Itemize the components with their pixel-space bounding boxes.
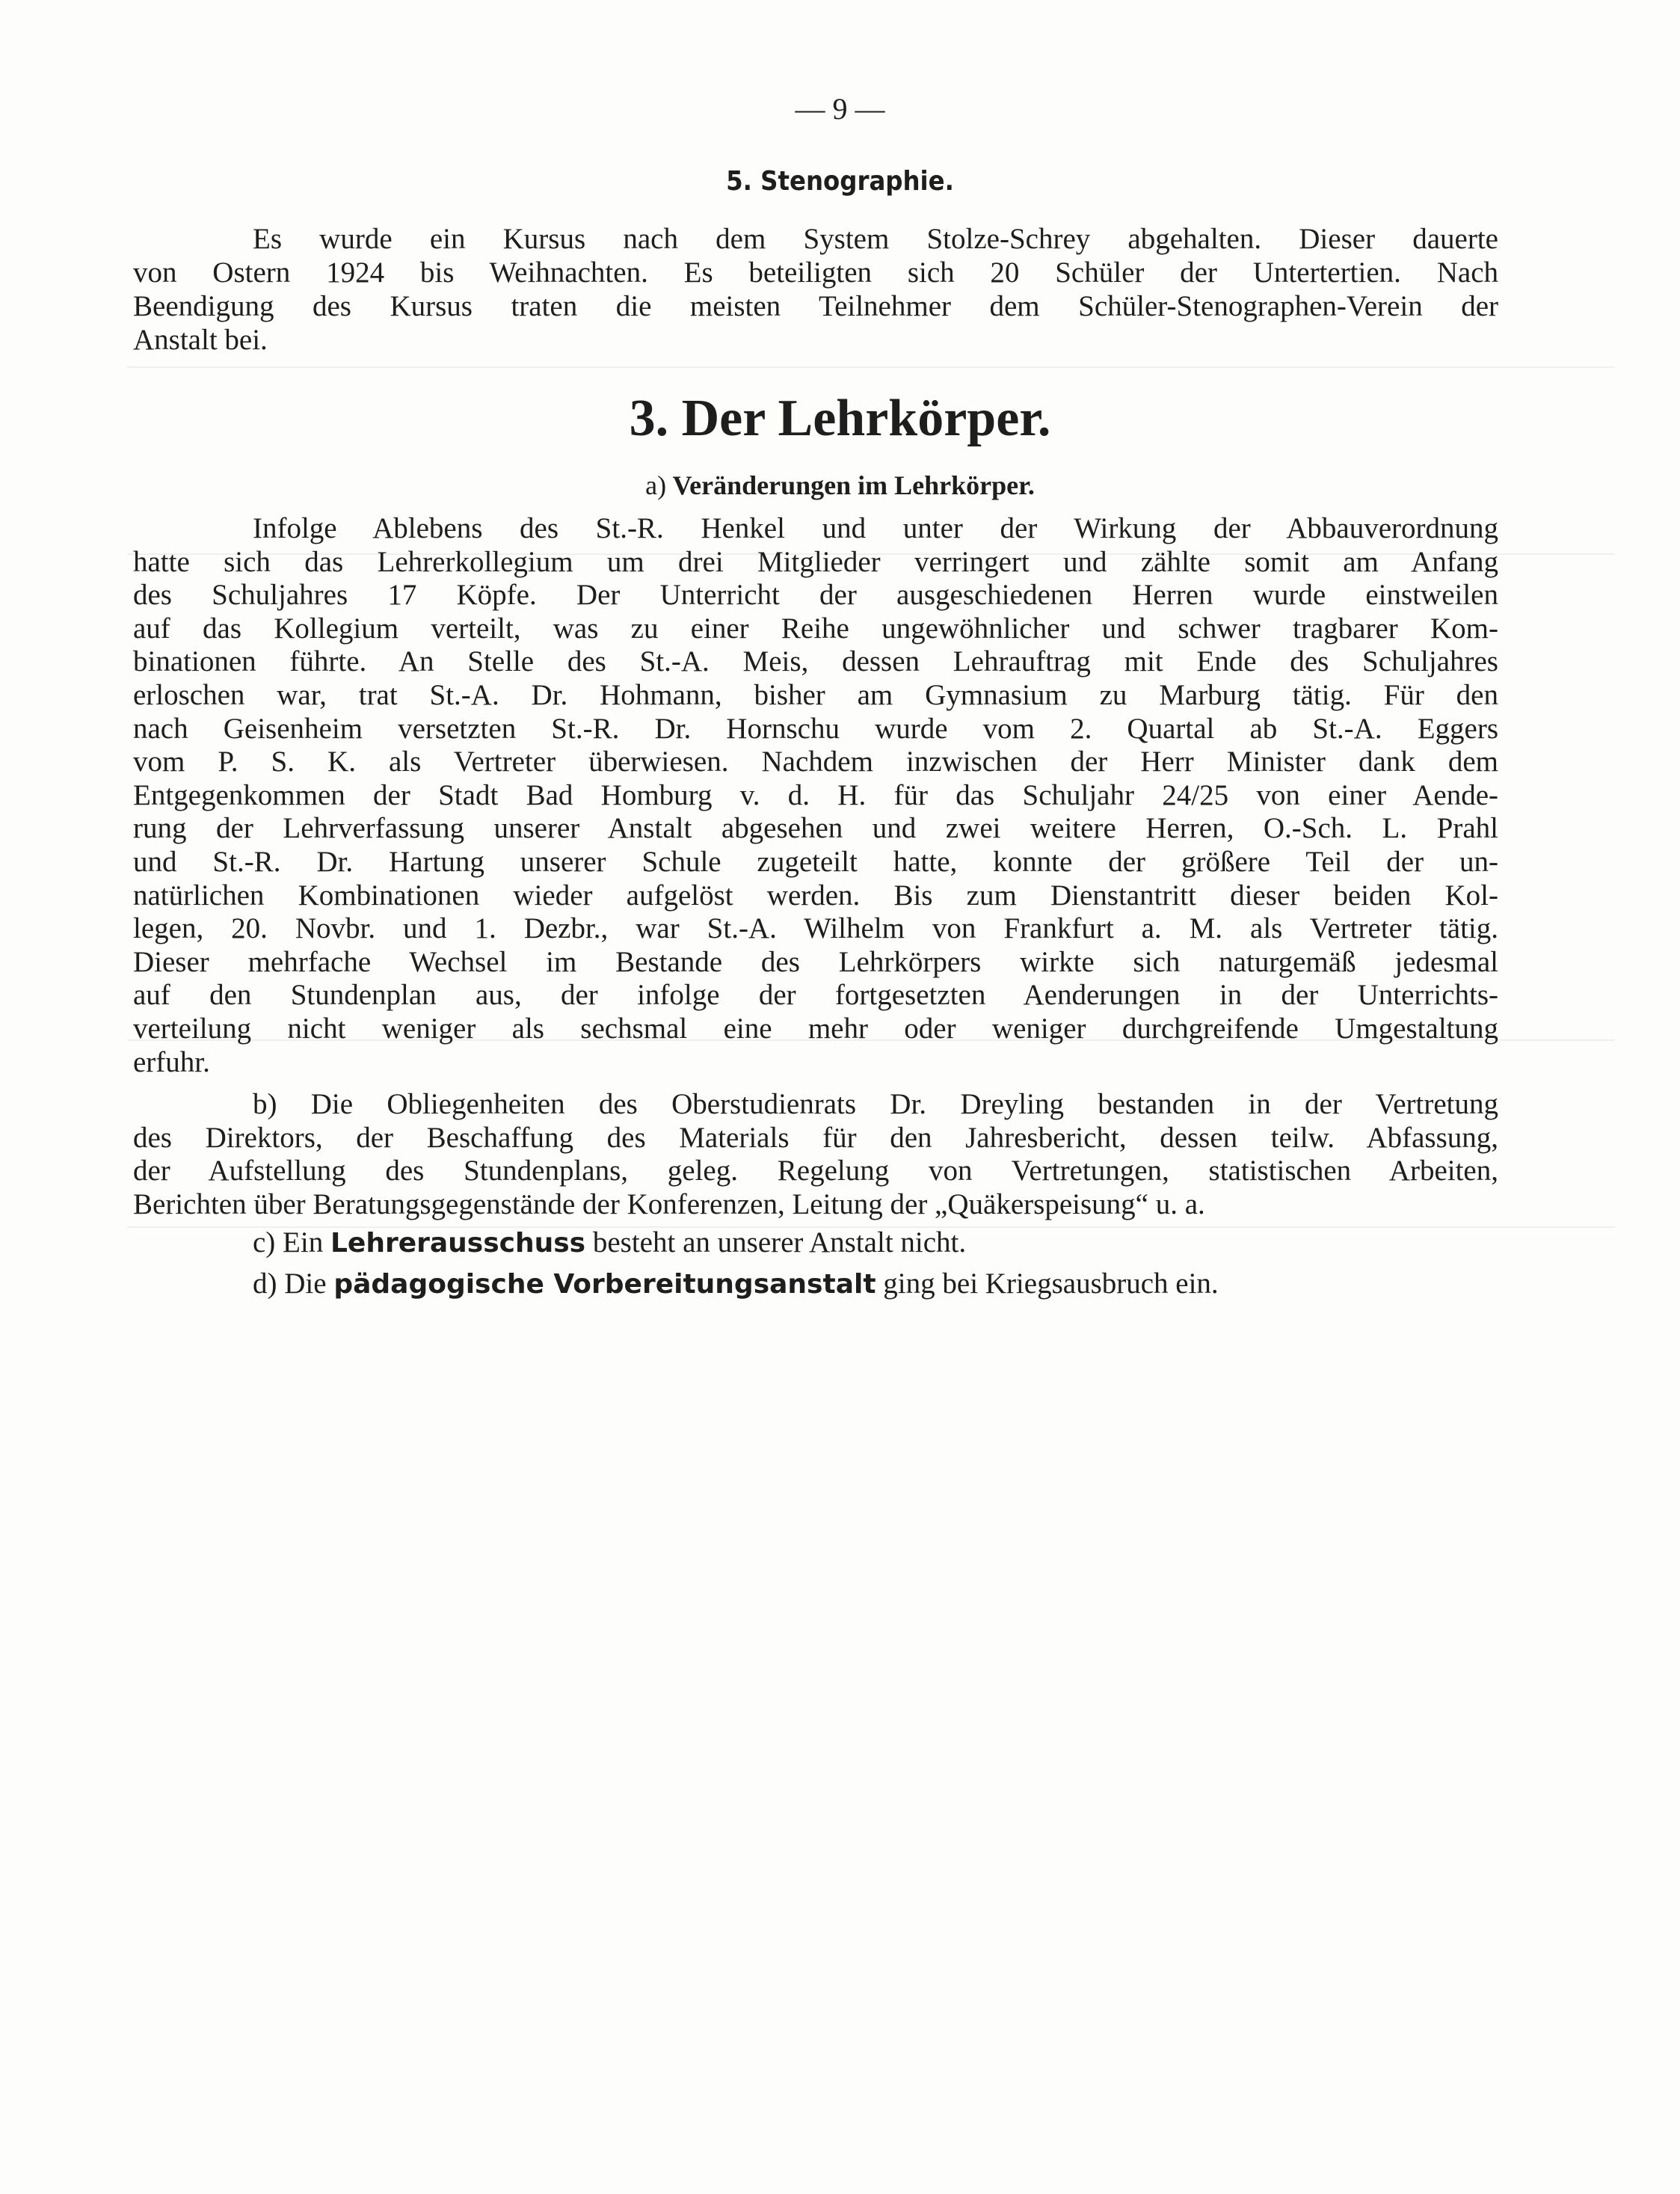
text-line: binationen führte. An Stelle des St.-A. Meis, dessen Lehrauftrag mit Ende des Schuljahres — [133, 645, 1498, 678]
text-line: Es wurde ein Kursus nach dem System Stolze-Schrey abgehalten. Dieser dauerte — [253, 223, 1498, 255]
d-bold-term: pädagogische Vorbereitungsanstalt — [333, 1269, 876, 1300]
d-prefix: d) Die — [253, 1267, 327, 1300]
text-line: auf den Stundenplan aus, der infolge der fortgesetzten Aenderungen in der Unterrichts- — [133, 979, 1498, 1012]
text-line: Entgegenkommen der Stadt Bad Homburg v. d. H. für das Schuljahr 24/25 von einer Aende- — [133, 778, 1498, 811]
text-line: Infolge Ablebens des St.-R. Henkel und unter der Wirkung der Abbauverordnung — [253, 512, 1498, 544]
text-line: Anstalt bei. — [133, 324, 268, 356]
text-line: nach Geisenheim versetzten St.-R. Dr. Hornschu wurde vom 2. Quartal ab St.-A. Eggers — [133, 712, 1498, 745]
subheading-prefix: a) — [645, 470, 667, 500]
c-prefix: c) Ein — [253, 1226, 324, 1259]
text-line: der Aufstellung des Stundenplans, geleg. Regelung von Vertretungen, statistischen Arbeiten, — [133, 1155, 1498, 1187]
d-rest: ging bei Kriegsausbruch ein. — [883, 1267, 1219, 1300]
paragraph-d — [253, 1267, 1498, 1301]
text-line: erfuhr. — [133, 1045, 210, 1078]
page-number: — 9 — — [795, 92, 885, 126]
text-line: legen, 20. Novbr. und 1. Dezbr., war St.-A. Wilhelm von Frankfurt a. M. als Vertreter tätig. — [133, 912, 1498, 945]
subheading-title: Veränderungen im Lehrkörper. — [672, 470, 1035, 500]
chapter-heading-lehrkoerper: 3. Der Lehrkörper. — [629, 390, 1051, 447]
text-line: Dieser mehrfache Wechsel im Bestande des Lehrkörpers wirkte sich naturgemäß jedesmal — [133, 945, 1498, 978]
text-line: verteilung nicht weniger als sechsmal eine mehr oder weniger durchgreifende Umgestaltung — [133, 1013, 1498, 1045]
text-line: vom P. S. K. als Vertreter überwiesen. Nachdem inzwischen der Herr Minister dank dem — [133, 746, 1498, 778]
text-line: hatte sich das Lehrerkollegium um drei Mitglieder verringert und zählte somit am Anfang — [133, 545, 1498, 578]
text-line: von Ostern 1924 bis Weihnachten. Es beteiligten sich 20 Schüler der Untertertien. Nach — [133, 256, 1498, 289]
text-line: auf das Kollegium verteilt, was zu einer Reihe ungewöhnlicher und schwer tragbarer Kom- — [133, 612, 1498, 645]
text-line: Berichten über Beratungsgegenstände der Konferenzen, Leitung der „Quäkerspeisung“ u. a. — [133, 1187, 1205, 1220]
text-line: b) Die Obliegenheiten des Oberstudienrats Dr. Dreyling bestanden in der Vertretung — [253, 1088, 1498, 1120]
text-line: des Direktors, der Beschaffung des Materials für den Jahresbericht, dessen teilw. Abfassung, — [133, 1121, 1498, 1154]
text-line: und St.-R. Dr. Hartung unserer Schule zugeteilt hatte, konnte der größere Teil der un- — [133, 846, 1498, 878]
subheading-veraenderungen — [0, 470, 1680, 501]
paragraph-c — [253, 1226, 1498, 1260]
text-line: erloschen war, trat St.-A. Dr. Hohmann, bisher am Gymnasium zu Marburg tätig. Für den — [133, 679, 1498, 711]
text-line: natürlichen Kombinationen wieder aufgelöst werden. Bis zum Dienstantritt dieser beiden Kol- — [133, 879, 1498, 912]
text-line: des Schuljahres 17 Köpfe. Der Unterricht der ausgeschiedenen Herren wurde einstweilen — [133, 579, 1498, 612]
c-rest: besteht an unserer Anstalt nicht. — [592, 1226, 967, 1259]
section-heading-stenographie: 5. Stenographie. — [726, 166, 954, 197]
text-line: rung der Lehrverfassung unserer Anstalt abgesehen und zwei weitere Herren, O.-Sch. L. Prahl — [133, 812, 1498, 845]
c-bold-term: Lehrerausschuss — [330, 1228, 586, 1259]
text-line: Beendigung des Kursus traten die meisten Teilnehmer dem Schüler-Stenographen-Verein der — [133, 290, 1498, 322]
